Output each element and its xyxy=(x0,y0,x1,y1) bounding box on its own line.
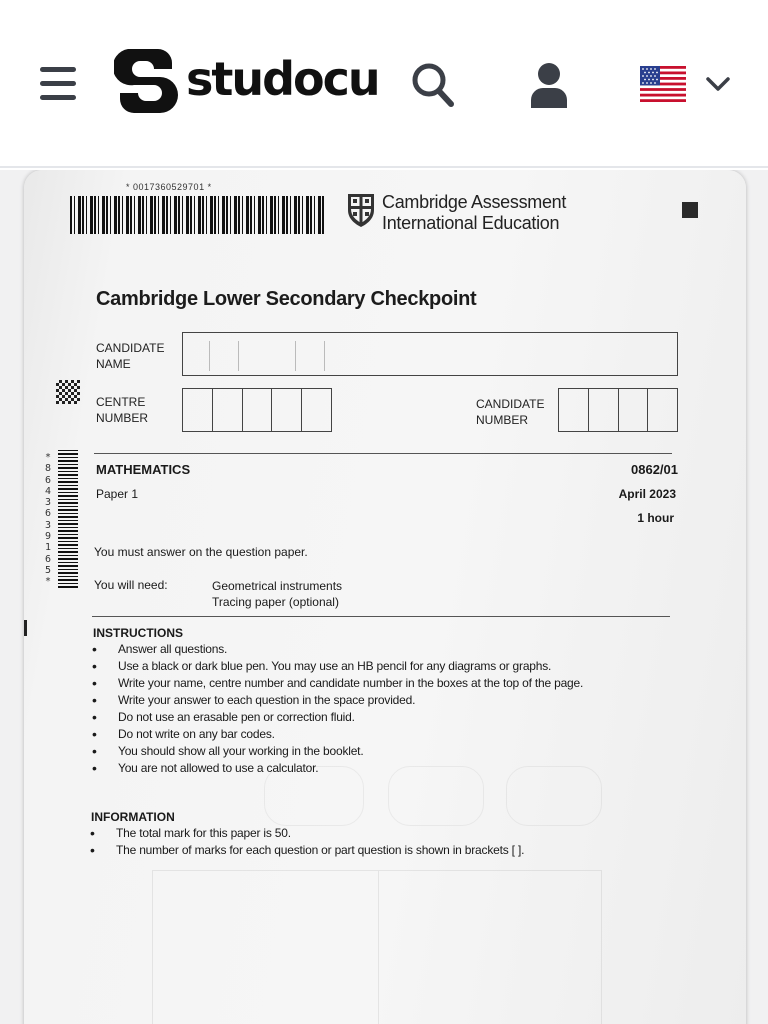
app-header xyxy=(0,0,768,168)
required-item: Tracing paper (optional) xyxy=(212,595,339,609)
side-barcode-digits: * 8 6 4 3 6 3 9 1 6 5 * xyxy=(44,452,52,588)
information-item: • The total mark for this paper is 50. xyxy=(90,825,690,842)
candidate-name-box xyxy=(182,332,678,376)
barcode-number: * 0017360529701 * xyxy=(126,182,212,192)
paper-number: Paper 1 xyxy=(96,487,139,501)
required-items xyxy=(212,578,342,610)
information-item: • The number of marks for each question or part question is shown in brackets [ ]. xyxy=(90,842,690,859)
instruction-item: • Do not use an erasable pen or correction fluid. xyxy=(92,709,692,726)
instruction-item: • Write your name, centre number and candidate number in the boxes at the top of the page. xyxy=(92,675,692,692)
candidate-number-label: CANDIDATE NUMBER xyxy=(476,397,545,427)
instruction-item: • Do not write on any bar codes. xyxy=(92,726,692,743)
language-selector[interactable] xyxy=(640,64,740,104)
centre-number-boxes xyxy=(182,388,332,432)
divider xyxy=(92,616,670,617)
you-will-need-label: You will need: xyxy=(94,578,168,592)
org-name-line2: International Education xyxy=(382,213,560,233)
instruction-item: • You should show all your working in the booklet. xyxy=(92,743,692,760)
instruction-item: • Write your answer to each question in the space provided. xyxy=(92,692,692,709)
centre-number-label: CENTRE NUMBER xyxy=(96,395,149,425)
exam-paper-page xyxy=(24,170,746,1024)
information-title: INFORMATION xyxy=(91,810,175,824)
exam-date: April 2023 xyxy=(618,487,676,501)
search-icon[interactable] xyxy=(410,60,456,108)
hamburger-menu-icon[interactable] xyxy=(40,66,76,102)
candidate-number-boxes xyxy=(558,388,678,432)
paper-code: 0862/01 xyxy=(631,462,678,477)
user-icon[interactable] xyxy=(528,62,570,110)
instruction-item: • Answer all questions. xyxy=(92,641,692,658)
qr-code xyxy=(56,380,80,404)
us-flag-icon xyxy=(640,66,686,102)
answer-note: You must answer on the question paper. xyxy=(94,545,308,559)
org-name-line1: Cambridge Assessment xyxy=(382,192,567,212)
side-barcode xyxy=(58,448,78,588)
exam-duration: 1 hour xyxy=(637,511,674,525)
logo-wordmark: studocu xyxy=(186,52,379,106)
bleed-through-table xyxy=(152,870,602,1024)
instructions-title: INSTRUCTIONS xyxy=(93,626,183,640)
candidate-name-label: CANDIDATE NAME xyxy=(96,341,165,371)
cambridge-logo xyxy=(346,192,566,234)
corner-mark xyxy=(682,202,698,218)
exam-title: Cambridge Lower Secondary Checkpoint xyxy=(96,288,477,310)
required-item: Geometrical instruments xyxy=(212,579,343,593)
edge-mark xyxy=(24,620,27,636)
divider xyxy=(94,453,672,454)
information-list xyxy=(90,825,690,859)
cambridge-crest-icon xyxy=(346,192,376,228)
studocu-logo-icon xyxy=(114,47,180,117)
instructions-list xyxy=(92,641,692,777)
studocu-logo[interactable] xyxy=(114,46,379,118)
barcode xyxy=(70,196,326,234)
subject: MATHEMATICS xyxy=(96,462,191,477)
instruction-item: • Use a black or dark blue pen. You may use an HB pencil for any diagrams or graphs. xyxy=(92,658,692,675)
chevron-down-icon xyxy=(706,76,730,92)
instruction-item: • You are not allowed to use a calculator. xyxy=(92,760,692,777)
document-viewer[interactable] xyxy=(0,170,768,1024)
